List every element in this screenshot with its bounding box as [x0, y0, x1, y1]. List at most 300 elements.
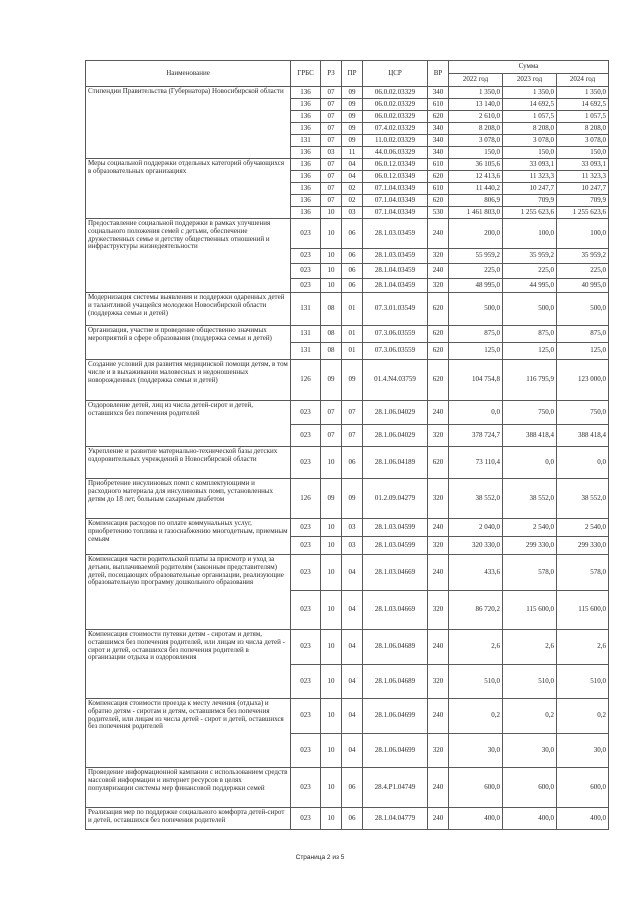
cell-vr: 320	[428, 537, 449, 555]
cell-sum-2024: 100,0	[557, 219, 609, 249]
cell-sum-2024: 0,2	[557, 699, 609, 734]
cell-csr: 06.0.02.03329	[363, 87, 428, 99]
cell-rz: 10	[321, 768, 342, 808]
cell-sum-2023: 510,0	[503, 665, 557, 699]
cell-sum-2023: 8 208,0	[503, 123, 557, 135]
cell-sum-2024: 709,9	[557, 195, 609, 207]
cell-grbs: 136	[291, 147, 321, 159]
cell-csr: 07.4.02.03329	[363, 123, 428, 135]
cell-csr: 28.1.06.04029	[363, 425, 428, 447]
cell-sum-2024: 388 418,4	[557, 425, 609, 447]
cell-csr: 28.1.06.04699	[363, 699, 428, 734]
cell-sum-2022: 400,0	[449, 808, 503, 830]
cell-grbs: 136	[291, 87, 321, 99]
cell-csr: 07.3.06.03559	[363, 343, 428, 360]
cell-grbs: 023	[291, 768, 321, 808]
item-name: Создание условий для развития медицинской помощи детям, в том числе и в выхаживании маловесных и недоношенных новорожденных (поддержка семьи и детей)	[86, 360, 291, 401]
cell-sum-2023: 0,2	[503, 699, 557, 734]
cell-vr: 620	[428, 111, 449, 123]
cell-pr: 03	[342, 537, 363, 555]
item-name: Оздоровление детей, лиц из числа детей-сирот и детей, оставшихся без попечения родителей	[86, 401, 291, 447]
cell-vr: 320	[428, 479, 449, 519]
cell-sum-2022: 510,0	[449, 665, 503, 699]
cell-vr: 240	[428, 219, 449, 249]
item-name: Компенсация части родительской платы за присмотр и уход за детьми, выплачиваемой родителям (законным представителям) детей, посещающих образовательные организации, реализующие образовательную программу дошкольного образования	[86, 555, 291, 630]
cell-sum-2023: 44 995,0	[503, 279, 557, 293]
cell-sum-2023: 750,0	[503, 401, 557, 425]
cell-sum-2023: 1 255 623,6	[503, 207, 557, 219]
table-row	[86, 87, 609, 99]
cell-sum-2022: 806,9	[449, 195, 503, 207]
cell-vr: 240	[428, 699, 449, 734]
cell-sum-2024: 14 692,5	[557, 99, 609, 111]
item-name: Компенсация стоимости проезда к месту лечения (отдыха) и обратно детям - сиротам и детям, оставшимся без попечения родителей, или лицам из числа детей - сирот и детей, оставшихся без попечения родителей	[86, 699, 291, 768]
cell-pr: 03	[342, 519, 363, 537]
cell-pr: 04	[342, 630, 363, 665]
cell-sum-2024: 3 078,0	[557, 135, 609, 147]
header-vr: ВР	[428, 61, 449, 87]
item-name: Компенсация стоимости путевки детям - сиротам и детям, оставшимся без попечения родителей, или лицам из числа детей - сирот и детей, оставшихся без попечения родителей в организации отдыха и оздоровления	[86, 630, 291, 699]
cell-grbs: 136	[291, 171, 321, 183]
header-pr: ПР	[342, 61, 363, 87]
header-csr: ЦСР	[363, 61, 428, 87]
cell-rz: 10	[321, 219, 342, 249]
cell-pr: 06	[342, 219, 363, 249]
cell-grbs: 131	[291, 293, 321, 326]
cell-rz: 10	[321, 447, 342, 479]
cell-sum-2022: 1 461 803,0	[449, 207, 503, 219]
cell-pr: 06	[342, 808, 363, 830]
table-row	[86, 326, 609, 343]
item-name: Предоставление социальной поддержки в рамках улучшения социального положения семей с детьми, обеспечение дружественных семье и детству общественных отношений и инфраструктуры жизнедеятельности	[86, 219, 291, 293]
cell-rz: 10	[321, 264, 342, 279]
cell-sum-2024: 400,0	[557, 808, 609, 830]
item-name: Модернизация системы выявления и поддержки одаренных детей и талантливой учащейся молодежи Новосибирской области (поддержка семьи и детей)	[86, 293, 291, 326]
cell-csr: 28.1.06.04689	[363, 630, 428, 665]
cell-grbs: 023	[291, 447, 321, 479]
cell-pr: 07	[342, 401, 363, 425]
header-name: Наименование	[86, 61, 291, 87]
cell-grbs: 023	[291, 808, 321, 830]
cell-vr: 320	[428, 279, 449, 293]
cell-sum-2023: 10 247,7	[503, 183, 557, 195]
cell-grbs: 131	[291, 326, 321, 343]
cell-sum-2022: 104 754,8	[449, 360, 503, 401]
cell-rz: 08	[321, 343, 342, 360]
cell-pr: 11	[342, 147, 363, 159]
cell-grbs: 023	[291, 699, 321, 734]
table-header	[86, 61, 609, 87]
cell-csr: 07.3.01.03549	[363, 293, 428, 326]
cell-rz: 07	[321, 183, 342, 195]
cell-rz: 10	[321, 555, 342, 591]
cell-pr: 01	[342, 293, 363, 326]
cell-rz: 07	[321, 171, 342, 183]
cell-sum-2022: 8 208,0	[449, 123, 503, 135]
cell-sum-2022: 200,0	[449, 219, 503, 249]
cell-vr: 340	[428, 135, 449, 147]
cell-sum-2022: 378 724,7	[449, 425, 503, 447]
cell-csr: 07.1.04.03349	[363, 195, 428, 207]
cell-vr: 610	[428, 183, 449, 195]
cell-pr: 06	[342, 264, 363, 279]
item-name: Меры социальной поддержки отдельных категорий обучающихся в образовательных организациях	[86, 159, 291, 219]
cell-sum-2023: 400,0	[503, 808, 557, 830]
table-row	[86, 447, 609, 479]
cell-sum-2023: 709,9	[503, 195, 557, 207]
cell-grbs: 126	[291, 479, 321, 519]
cell-csr: 06.0.02.03329	[363, 99, 428, 111]
header-grbs: ГРБС	[291, 61, 321, 87]
cell-sum-2023: 30,0	[503, 734, 557, 768]
cell-rz: 10	[321, 665, 342, 699]
item-name: Приобретение инсулиновых помп с комплектующими и расходного материала для инсулиновых помп, установленных детям до 18 лет, больным сахарным диабетом	[86, 479, 291, 519]
item-name: Укрепление и развитие материально-технической базы детских оздоровительных учреждений в Новосибирской области	[86, 447, 291, 479]
table-row	[86, 519, 609, 537]
cell-vr: 240	[428, 264, 449, 279]
cell-rz: 07	[321, 195, 342, 207]
cell-pr: 09	[342, 87, 363, 99]
cell-csr: 11.0.02.03329	[363, 135, 428, 147]
cell-sum-2022: 13 140,0	[449, 99, 503, 111]
cell-sum-2024: 123 000,0	[557, 360, 609, 401]
cell-sum-2023: 100,0	[503, 219, 557, 249]
item-name: Стипендии Правительства (Губернатора) Новосибирской области	[86, 87, 291, 159]
cell-pr: 07	[342, 425, 363, 447]
page-footer: Страница 2 из 5	[295, 854, 345, 861]
cell-vr: 240	[428, 630, 449, 665]
cell-sum-2022: 2 610,0	[449, 111, 503, 123]
cell-sum-2022: 12 413,6	[449, 171, 503, 183]
cell-csr: 06.0.02.03329	[363, 111, 428, 123]
cell-rz: 08	[321, 326, 342, 343]
cell-rz: 10	[321, 537, 342, 555]
cell-sum-2022: 48 995,0	[449, 279, 503, 293]
cell-csr: 06.0.12.03349	[363, 171, 428, 183]
cell-sum-2023: 1 350,0	[503, 87, 557, 99]
cell-grbs: 136	[291, 159, 321, 171]
cell-vr: 610	[428, 99, 449, 111]
cell-sum-2022: 2,6	[449, 630, 503, 665]
cell-sum-2024: 1 350,0	[557, 87, 609, 99]
cell-sum-2023: 299 330,0	[503, 537, 557, 555]
cell-vr: 340	[428, 147, 449, 159]
cell-sum-2024: 115 600,0	[557, 591, 609, 630]
cell-grbs: 136	[291, 195, 321, 207]
cell-sum-2023: 38 552,0	[503, 479, 557, 519]
cell-sum-2024: 10 247,7	[557, 183, 609, 195]
cell-pr: 06	[342, 447, 363, 479]
cell-csr: 28.1.06.04189	[363, 447, 428, 479]
cell-vr: 320	[428, 591, 449, 630]
cell-sum-2023: 500,0	[503, 293, 557, 326]
cell-grbs: 023	[291, 279, 321, 293]
header-year-2022: 2022 год	[449, 74, 503, 87]
table-row	[86, 808, 609, 830]
cell-rz: 08	[321, 293, 342, 326]
table-row	[86, 630, 609, 665]
cell-pr: 09	[342, 135, 363, 147]
cell-csr: 07.1.04.03349	[363, 183, 428, 195]
cell-vr: 620	[428, 343, 449, 360]
table-row	[86, 159, 609, 171]
cell-vr: 240	[428, 768, 449, 808]
cell-grbs: 023	[291, 264, 321, 279]
cell-sum-2023: 2 540,0	[503, 519, 557, 537]
cell-vr: 340	[428, 87, 449, 99]
cell-sum-2024: 125,0	[557, 343, 609, 360]
cell-sum-2022: 433,6	[449, 555, 503, 591]
cell-sum-2022: 73 110,4	[449, 447, 503, 479]
cell-csr: 28.1.06.04029	[363, 401, 428, 425]
cell-rz: 10	[321, 630, 342, 665]
cell-sum-2024: 38 552,0	[557, 479, 609, 519]
cell-sum-2024: 2 540,0	[557, 519, 609, 537]
cell-pr: 04	[342, 171, 363, 183]
cell-rz: 07	[321, 401, 342, 425]
cell-sum-2024: 510,0	[557, 665, 609, 699]
cell-pr: 09	[342, 99, 363, 111]
budget-sheet	[85, 60, 608, 830]
cell-vr: 320	[428, 665, 449, 699]
cell-csr: 28.1.03.03459	[363, 219, 428, 249]
cell-sum-2023: 14 692,5	[503, 99, 557, 111]
cell-sum-2022: 875,0	[449, 326, 503, 343]
cell-pr: 01	[342, 326, 363, 343]
cell-sum-2024: 1 255 623,6	[557, 207, 609, 219]
cell-sum-2022: 125,0	[449, 343, 503, 360]
cell-vr: 320	[428, 734, 449, 768]
cell-csr: 28.1.03.04599	[363, 519, 428, 537]
cell-sum-2024: 0,0	[557, 447, 609, 479]
header-sum: Сумма	[449, 61, 609, 74]
cell-rz: 07	[321, 425, 342, 447]
cell-sum-2022: 0,0	[449, 401, 503, 425]
cell-sum-2023: 578,0	[503, 555, 557, 591]
cell-grbs: 136	[291, 183, 321, 195]
cell-pr: 04	[342, 699, 363, 734]
cell-vr: 320	[428, 425, 449, 447]
cell-pr: 04	[342, 591, 363, 630]
cell-csr: 28.1.03.04669	[363, 555, 428, 591]
table-row	[86, 401, 609, 425]
cell-vr: 620	[428, 195, 449, 207]
cell-vr: 620	[428, 360, 449, 401]
cell-csr: 01.4.N4.03759	[363, 360, 428, 401]
cell-vr: 240	[428, 519, 449, 537]
cell-rz: 10	[321, 249, 342, 264]
cell-sum-2024: 150,0	[557, 147, 609, 159]
cell-csr: 28.1.03.04669	[363, 591, 428, 630]
cell-sum-2024: 2,6	[557, 630, 609, 665]
cell-csr: 28.1.06.04689	[363, 665, 428, 699]
cell-sum-2023: 35 959,2	[503, 249, 557, 264]
table-row	[86, 219, 609, 249]
cell-rz: 10	[321, 699, 342, 734]
cell-pr: 09	[342, 360, 363, 401]
cell-sum-2022: 55 959,2	[449, 249, 503, 264]
cell-sum-2022: 320 330,0	[449, 537, 503, 555]
cell-sum-2022: 500,0	[449, 293, 503, 326]
cell-sum-2023: 225,0	[503, 264, 557, 279]
cell-sum-2024: 500,0	[557, 293, 609, 326]
cell-sum-2023: 600,0	[503, 768, 557, 808]
cell-sum-2023: 388 418,4	[503, 425, 557, 447]
cell-sum-2022: 36 105,6	[449, 159, 503, 171]
cell-sum-2022: 38 552,0	[449, 479, 503, 519]
cell-grbs: 023	[291, 591, 321, 630]
cell-rz: 07	[321, 123, 342, 135]
cell-sum-2023: 150,0	[503, 147, 557, 159]
cell-csr: 28.1.03.04599	[363, 537, 428, 555]
cell-sum-2023: 11 323,3	[503, 171, 557, 183]
cell-grbs: 023	[291, 537, 321, 555]
cell-grbs: 023	[291, 425, 321, 447]
cell-vr: 620	[428, 447, 449, 479]
header-year-2024: 2024 год	[557, 74, 609, 87]
cell-rz: 07	[321, 135, 342, 147]
cell-csr: 28.1.04.03459	[363, 279, 428, 293]
header-year-2023: 2023 год	[503, 74, 557, 87]
item-name: Реализация мер по поддержке социального комфорта детей-сирот и детей, оставшихся без попечения родителей	[86, 808, 291, 830]
table-row	[86, 479, 609, 519]
cell-sum-2023: 116 795,9	[503, 360, 557, 401]
cell-pr: 06	[342, 279, 363, 293]
cell-grbs: 023	[291, 734, 321, 768]
table-row	[86, 768, 609, 808]
cell-sum-2024: 875,0	[557, 326, 609, 343]
cell-sum-2023: 0,0	[503, 447, 557, 479]
cell-pr: 03	[342, 207, 363, 219]
cell-vr: 530	[428, 207, 449, 219]
cell-sum-2024: 33 093,1	[557, 159, 609, 171]
cell-pr: 04	[342, 159, 363, 171]
cell-sum-2022: 30,0	[449, 734, 503, 768]
cell-sum-2023: 875,0	[503, 326, 557, 343]
cell-rz: 10	[321, 207, 342, 219]
cell-sum-2024: 1 057,5	[557, 111, 609, 123]
cell-vr: 620	[428, 326, 449, 343]
cell-sum-2022: 150,0	[449, 147, 503, 159]
cell-sum-2024: 299 330,0	[557, 537, 609, 555]
cell-sum-2024: 225,0	[557, 264, 609, 279]
cell-pr: 04	[342, 734, 363, 768]
cell-vr: 610	[428, 159, 449, 171]
cell-grbs: 023	[291, 519, 321, 537]
item-name: Проведение информационной кампании с использованием средств массовой информации и интернет ресурсов в целях популяризации системы мер финансовой поддержки семей	[86, 768, 291, 808]
cell-grbs: 136	[291, 99, 321, 111]
cell-sum-2024: 11 323,3	[557, 171, 609, 183]
cell-csr: 07.3.06.03559	[363, 326, 428, 343]
cell-vr: 620	[428, 171, 449, 183]
cell-csr: 01.2.09.04279	[363, 479, 428, 519]
table-row	[86, 555, 609, 591]
cell-csr: 28.1.04.03459	[363, 264, 428, 279]
cell-csr: 07.1.04.03349	[363, 207, 428, 219]
cell-sum-2023: 2,6	[503, 630, 557, 665]
cell-pr: 02	[342, 195, 363, 207]
cell-grbs: 023	[291, 401, 321, 425]
cell-sum-2024: 35 959,2	[557, 249, 609, 264]
cell-grbs: 023	[291, 630, 321, 665]
cell-rz: 10	[321, 519, 342, 537]
cell-csr: 28.1.03.03459	[363, 249, 428, 264]
cell-sum-2024: 750,0	[557, 401, 609, 425]
cell-sum-2024: 30,0	[557, 734, 609, 768]
cell-grbs: 136	[291, 123, 321, 135]
cell-rz: 07	[321, 99, 342, 111]
cell-grbs: 136	[291, 207, 321, 219]
cell-csr: 28.4.P1.04749	[363, 768, 428, 808]
table-row	[86, 360, 609, 401]
table-body	[86, 87, 609, 830]
cell-rz: 03	[321, 147, 342, 159]
cell-rz: 07	[321, 159, 342, 171]
cell-vr: 240	[428, 555, 449, 591]
cell-sum-2022: 600,0	[449, 768, 503, 808]
cell-csr: 44.0.06.03329	[363, 147, 428, 159]
cell-pr: 06	[342, 249, 363, 264]
cell-vr: 240	[428, 401, 449, 425]
cell-rz: 07	[321, 111, 342, 123]
cell-rz: 09	[321, 360, 342, 401]
cell-grbs: 023	[291, 219, 321, 249]
cell-grbs: 023	[291, 665, 321, 699]
cell-sum-2022: 225,0	[449, 264, 503, 279]
cell-rz: 07	[321, 87, 342, 99]
cell-grbs: 136	[291, 111, 321, 123]
cell-sum-2023: 1 057,5	[503, 111, 557, 123]
cell-vr: 320	[428, 249, 449, 264]
cell-sum-2022: 0,2	[449, 699, 503, 734]
cell-rz: 10	[321, 808, 342, 830]
budget-table	[85, 60, 609, 830]
cell-rz: 10	[321, 279, 342, 293]
cell-sum-2023: 115 600,0	[503, 591, 557, 630]
header-rz: РЗ	[321, 61, 342, 87]
cell-csr: 28.1.04.04779	[363, 808, 428, 830]
cell-sum-2022: 11 440,2	[449, 183, 503, 195]
cell-sum-2022: 2 040,0	[449, 519, 503, 537]
item-name: Организация, участие и проведение общественно значимых мероприятий в сфере образования (поддержка семьи и детей)	[86, 326, 291, 360]
cell-sum-2022: 86 720,2	[449, 591, 503, 630]
cell-grbs: 131	[291, 343, 321, 360]
cell-rz: 10	[321, 734, 342, 768]
cell-vr: 620	[428, 293, 449, 326]
cell-sum-2024: 578,0	[557, 555, 609, 591]
table-row	[86, 699, 609, 734]
cell-sum-2024: 8 208,0	[557, 123, 609, 135]
cell-pr: 09	[342, 123, 363, 135]
cell-grbs: 131	[291, 135, 321, 147]
cell-rz: 09	[321, 479, 342, 519]
cell-grbs: 126	[291, 360, 321, 401]
cell-rz: 10	[321, 591, 342, 630]
cell-pr: 06	[342, 768, 363, 808]
cell-vr: 240	[428, 808, 449, 830]
cell-csr: 28.1.06.04699	[363, 734, 428, 768]
cell-sum-2023: 3 078,0	[503, 135, 557, 147]
cell-sum-2023: 125,0	[503, 343, 557, 360]
cell-pr: 09	[342, 111, 363, 123]
cell-pr: 01	[342, 343, 363, 360]
cell-sum-2024: 600,0	[557, 768, 609, 808]
cell-pr: 02	[342, 183, 363, 195]
cell-sum-2022: 3 078,0	[449, 135, 503, 147]
cell-grbs: 023	[291, 555, 321, 591]
cell-csr: 06.0.12.03349	[363, 159, 428, 171]
cell-vr: 340	[428, 123, 449, 135]
